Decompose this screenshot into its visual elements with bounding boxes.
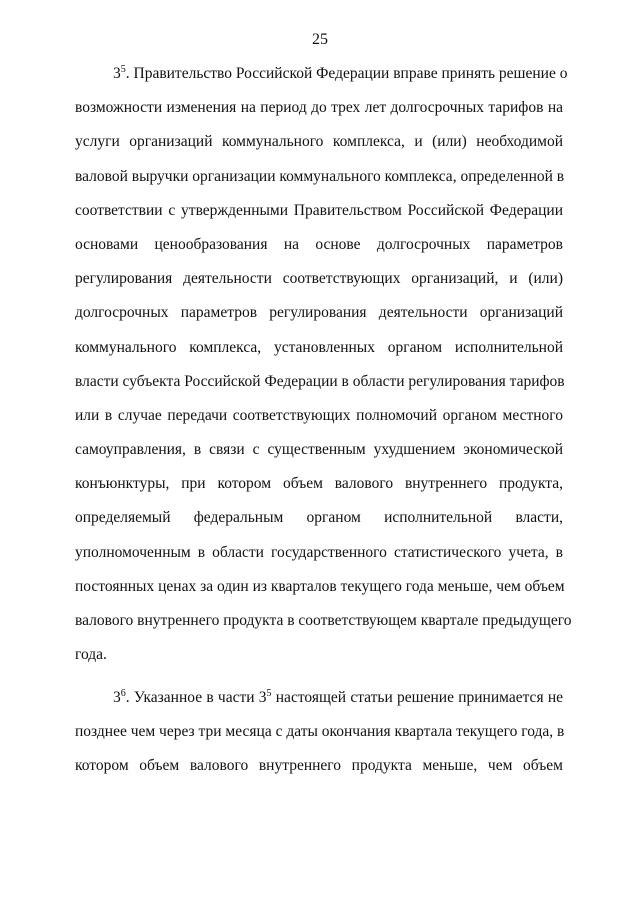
- text-line: [75, 167, 563, 201]
- text-line: [75, 440, 563, 474]
- text-run: определяемый федеральным органом исполнительной власти,: [75, 509, 563, 527]
- text-line: [75, 64, 568, 98]
- text-run: 3: [113, 689, 121, 706]
- text-run: 3: [113, 65, 121, 82]
- superscript: 5: [120, 64, 126, 75]
- paragraph-3-5: [75, 64, 572, 679]
- text-line: [75, 508, 563, 542]
- text-line: [75, 577, 563, 611]
- text-run: валовой выручки организации коммунального комплекса, определенной в: [75, 167, 565, 185]
- text-run: года.: [75, 646, 107, 664]
- text-line: [75, 338, 563, 372]
- text-run: возможности изменения на период до трех лет долгосрочных тарифов на: [75, 99, 563, 117]
- text-run: конъюнктуры, при котором объем валового внутреннего продукта,: [75, 475, 563, 493]
- text-line: [75, 543, 563, 577]
- text-run: . Правительство Российской Федерации вправе принять решение о: [125, 65, 568, 82]
- text-line: [75, 372, 563, 406]
- text-line: [75, 474, 563, 508]
- text-run: основами ценообразования на основе долгосрочных параметров: [75, 235, 563, 253]
- text-line: [75, 269, 563, 303]
- text-run: настоящей статьи решение принимается не: [271, 689, 563, 706]
- text-line: [75, 98, 563, 132]
- text-run: или в случае передачи соответствующих полномочий органом местного: [75, 406, 563, 424]
- text-run: власти субъекта Российской Федерации в области регулирования тарифов: [75, 372, 565, 390]
- text-run: соответствии с утвержденными Правительством Российской Федерации: [75, 201, 563, 219]
- text-line: [75, 722, 563, 756]
- text-line: [75, 688, 563, 722]
- text-run: валового внутреннего продукта в соответствующем квартале предыдущего: [75, 612, 572, 629]
- page-number: 25: [312, 31, 328, 48]
- text-line: [75, 611, 572, 645]
- text-run: коммунального комплекса, установленных органом исполнительной: [75, 338, 563, 356]
- text-run: уполномоченным в области государственного статистического учета, в: [75, 543, 563, 561]
- text-line: [75, 645, 563, 679]
- text-run: позднее чем через три месяца с даты окончания квартала текущего года, в: [75, 723, 565, 741]
- text-run: . Указанное в части 3: [125, 689, 267, 706]
- text-line: [75, 406, 563, 440]
- superscript: 5: [266, 688, 272, 699]
- text-run: самоуправления, в связи с существенным ухудшением экономической: [75, 441, 563, 459]
- text-run: долгосрочных параметров регулирования деятельности организаций: [75, 304, 563, 322]
- text-run: постоянных ценах за один из кварталов текущего года меньше, чем объем: [75, 577, 565, 595]
- text-line: [75, 201, 563, 235]
- text-line: [75, 756, 563, 790]
- text-line: [75, 303, 563, 337]
- paragraph-3-6: [75, 688, 563, 791]
- text-line: [75, 235, 563, 269]
- text-run: услуги организаций коммунального комплекса, и (или) необходимой: [75, 133, 563, 151]
- text-run: регулирования деятельности соответствующих организаций, и (или): [75, 270, 563, 288]
- superscript: 6: [120, 688, 126, 699]
- text-run: котором объем валового внутреннего продукта меньше, чем объем: [75, 757, 563, 775]
- text-line: [75, 132, 563, 166]
